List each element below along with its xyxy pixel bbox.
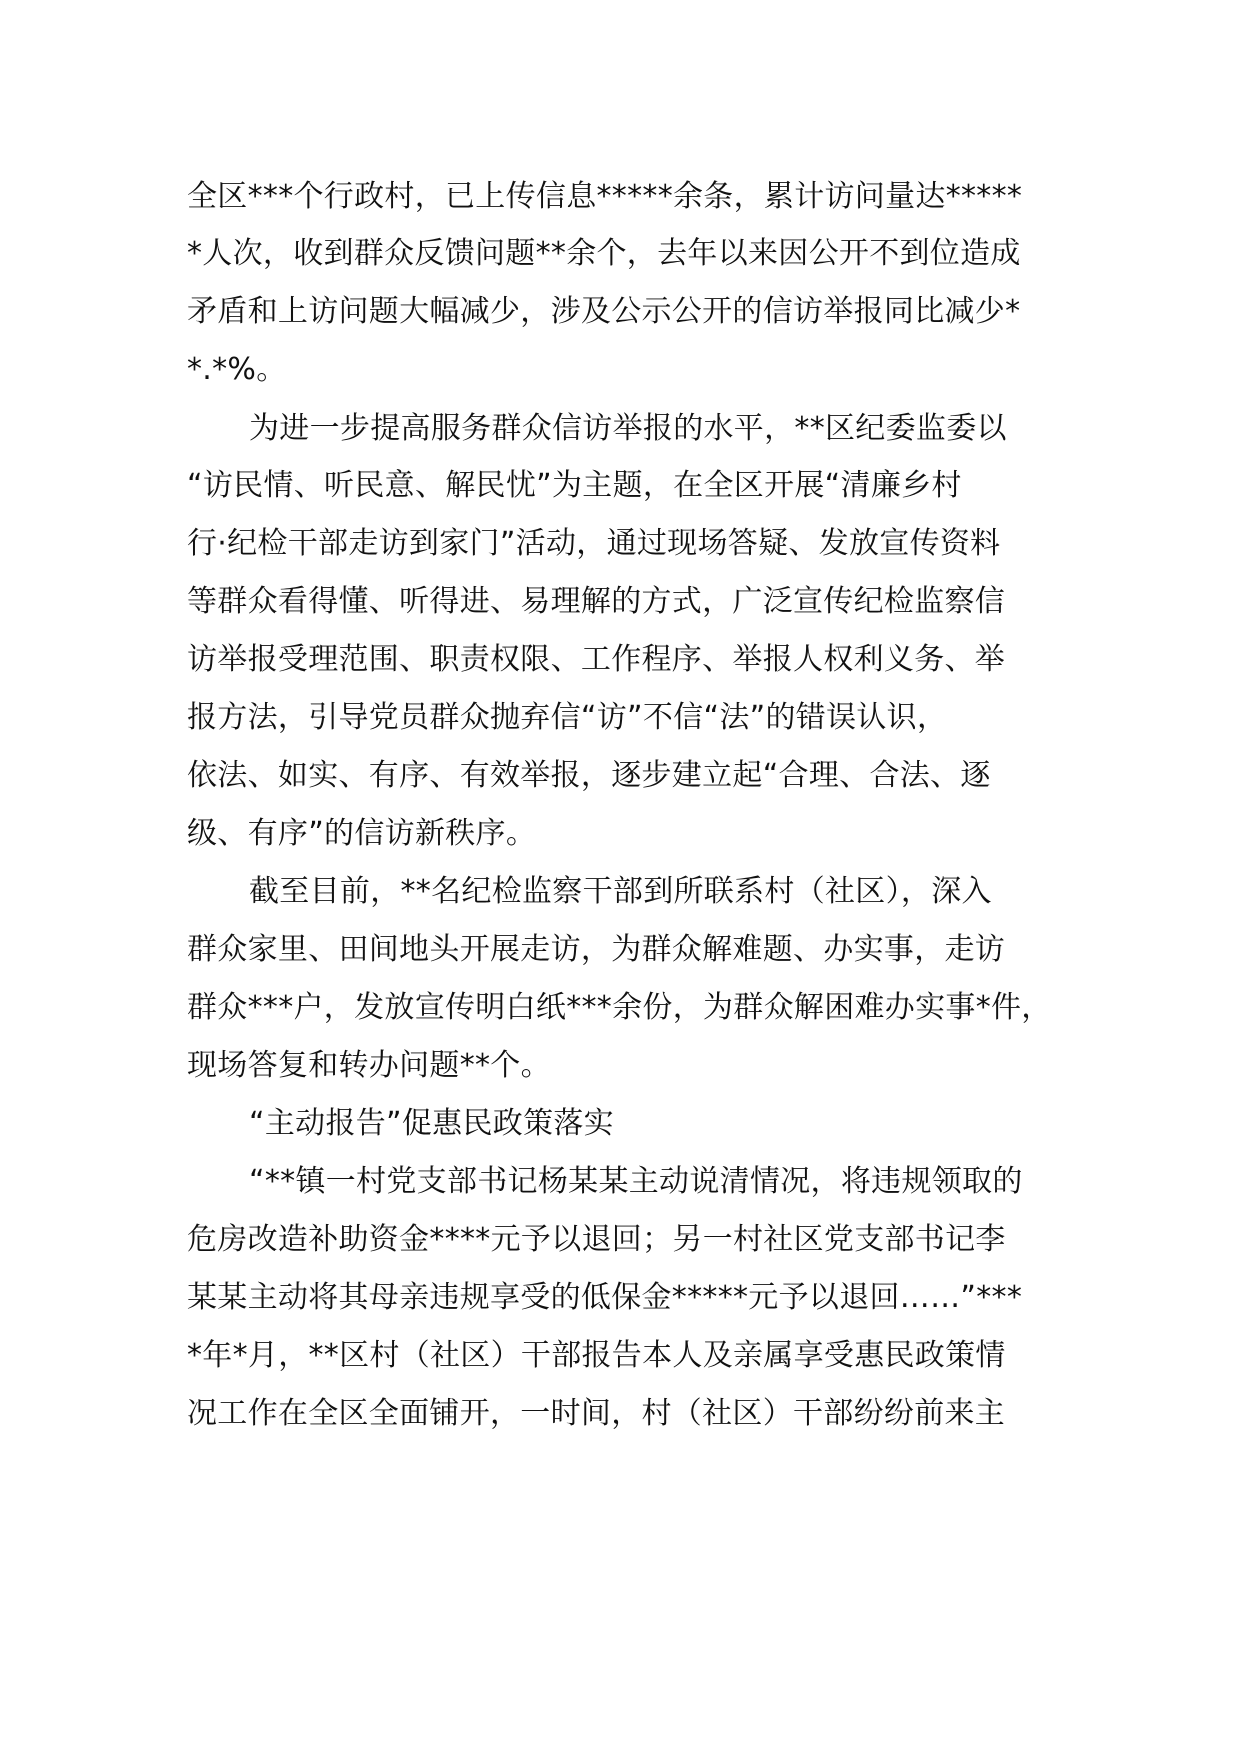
paragraph-first-line: 截至目前，**名纪检监察干部到所联系村（社区），深入 (249, 874, 992, 909)
text-line: *.*%。 (187, 352, 287, 387)
text-line: 依法、如实、有序、有效举报，逐步建立起“合理、合法、逐 (187, 758, 991, 793)
paragraph-first-line: 为进一步提高服务群众信访举报的水平，**区纪委监委以 (249, 411, 1007, 446)
text-line: 危房改造补助资金****元予以退回；另一村社区党支部书记李 (187, 1222, 1006, 1257)
text-line: 群众家里、田间地头开展走访，为群众解难题、办实事，走访 (187, 932, 1006, 967)
section-heading: “主动报告”促惠民政策落实 (249, 1106, 614, 1141)
text-line: 现场答复和转办问题**个。 (187, 1048, 551, 1083)
text-line: *人次，收到群众反馈问题**余个，去年以来因公开不到位造成 (187, 236, 1021, 271)
text-line: 况工作在全区全面铺开，一时间，村（社区）干部纷纷前来主 (187, 1396, 1006, 1431)
text-line: 报方法，引导党员群众抛弃信“访”不信“法”的错误认识， (187, 700, 948, 735)
text-line: 群众***户，发放宣传明白纸***余份，为群众解困难办实事*件， (187, 990, 1052, 1025)
text-line: *年*月，**区村（社区）干部报告本人及亲属享受惠民政策情 (187, 1338, 1006, 1373)
text-line: 某某主动将其母亲违规享受的低保金*****元予以退回……”*** (187, 1280, 1023, 1315)
text-line: 全区***个行政村，已上传信息*****余条，累计访问量达***** (187, 179, 1023, 214)
text-line: 等群众看得懂、听得进、易理解的方式，广泛宣传纪检监察信 (187, 584, 1006, 619)
text-line: “访民情、听民意、解民忧”为主题，在全区开展“清廉乡村 (187, 468, 962, 503)
text-line: 矛盾和上访问题大幅减少，涉及公示公开的信访举报同比减少* (187, 294, 1021, 329)
paragraph-first-line: “**镇一村党支部书记杨某某主动说清情况，将违规领取的 (249, 1164, 1023, 1199)
text-line: 行·纪检干部走访到家门”活动，通过现场答疑、发放宣传资料 (187, 526, 1001, 561)
text-line: 级、有序”的信访新秩序。 (187, 816, 537, 851)
text-line: 访举报受理范围、职责权限、工作程序、举报人权利义务、举 (187, 642, 1006, 677)
